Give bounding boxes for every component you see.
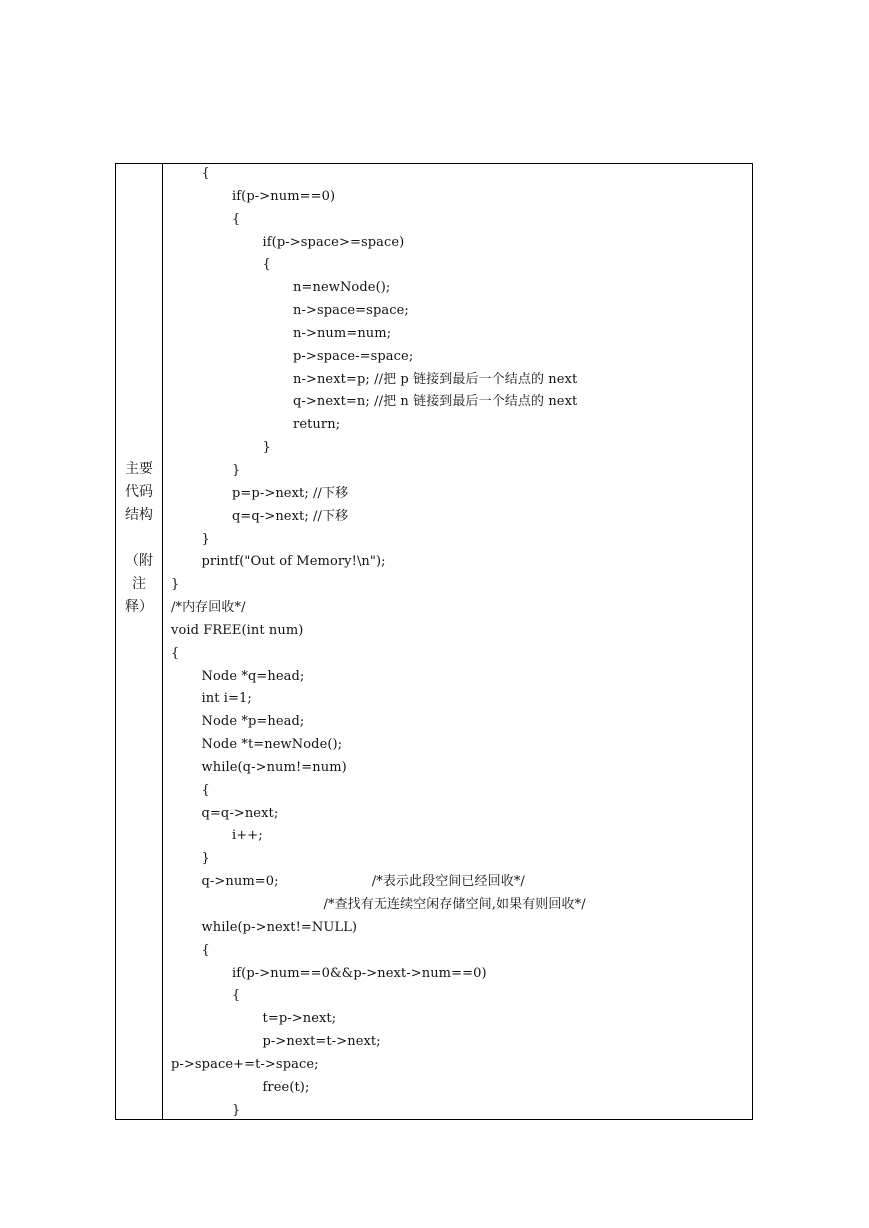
side-label-line: 代码 bbox=[125, 484, 153, 500]
code-line: { bbox=[201, 942, 210, 958]
code-line: Node *p=head; bbox=[201, 714, 305, 730]
code-line: /*查找有无连续空闲存储空间,如果有则回收*/ bbox=[323, 897, 586, 912]
code-line: printf("Out of Memory!\n"); bbox=[201, 554, 386, 570]
code-line: i++; bbox=[232, 828, 263, 844]
code-line: } bbox=[232, 1102, 241, 1118]
code-line: t=p->next; bbox=[262, 1011, 337, 1027]
code-line: q=q->next; bbox=[201, 805, 279, 821]
code-line: free(t); bbox=[262, 1079, 310, 1095]
code-line: } bbox=[201, 531, 210, 547]
code-block bbox=[171, 163, 586, 1122]
code-line: while(p->next!=NULL) bbox=[201, 919, 358, 935]
code-line: while(q->num!=num) bbox=[201, 759, 347, 775]
code-line: { bbox=[201, 166, 210, 181]
side-label-main bbox=[116, 458, 162, 527]
side-label-line: 主要 bbox=[125, 461, 153, 477]
code-line: { bbox=[232, 211, 241, 227]
code-line: int i=1; bbox=[201, 691, 252, 707]
code-line: if(p->num==0&&p->next->num==0) bbox=[232, 965, 487, 981]
side-label-line: （附 bbox=[125, 553, 153, 569]
code-line: p->space-=space; bbox=[293, 348, 414, 364]
code-line: { bbox=[171, 645, 180, 661]
side-label-line: 结构 bbox=[125, 507, 153, 523]
side-label-line: 注 bbox=[132, 576, 146, 592]
code-line: { bbox=[201, 782, 210, 798]
code-line: Node *q=head; bbox=[201, 668, 305, 684]
code-line: /*内存回收*/ bbox=[171, 600, 246, 616]
code-line: } bbox=[171, 577, 180, 593]
code-line: n->space=space; bbox=[293, 303, 409, 319]
code-line: p=p->next; //下移 bbox=[232, 485, 349, 501]
code-line: { bbox=[232, 988, 241, 1004]
code-line: if(p->num==0) bbox=[232, 188, 336, 204]
column-divider bbox=[162, 163, 163, 1120]
code-line: { bbox=[262, 257, 271, 273]
code-line: void FREE(int num) bbox=[171, 622, 304, 638]
code-line: q=q->next; //下移 bbox=[232, 508, 349, 524]
code-line: } bbox=[201, 851, 210, 867]
side-label-line: 释） bbox=[125, 599, 153, 615]
code-line: return; bbox=[293, 417, 341, 433]
code-line: n->num=num; bbox=[293, 325, 392, 341]
side-label-note bbox=[116, 550, 162, 619]
code-line: q->num=0; /*表示此段空间已经回收*/ bbox=[201, 874, 525, 890]
code-line: } bbox=[232, 462, 241, 478]
code-line: } bbox=[262, 440, 271, 456]
code-line: Node *t=newNode(); bbox=[201, 737, 343, 753]
code-line: n=newNode(); bbox=[293, 280, 391, 296]
code-line: n->next=p; //把 p 链接到最后一个结点的 next bbox=[293, 371, 578, 387]
code-line: if(p->space>=space) bbox=[262, 234, 405, 250]
code-line: p->next=t->next; bbox=[262, 1034, 381, 1050]
code-line: q->next=n; //把 n 链接到最后一个结点的 next bbox=[293, 394, 578, 410]
code-line: p->space+=t->space; bbox=[171, 1056, 319, 1072]
